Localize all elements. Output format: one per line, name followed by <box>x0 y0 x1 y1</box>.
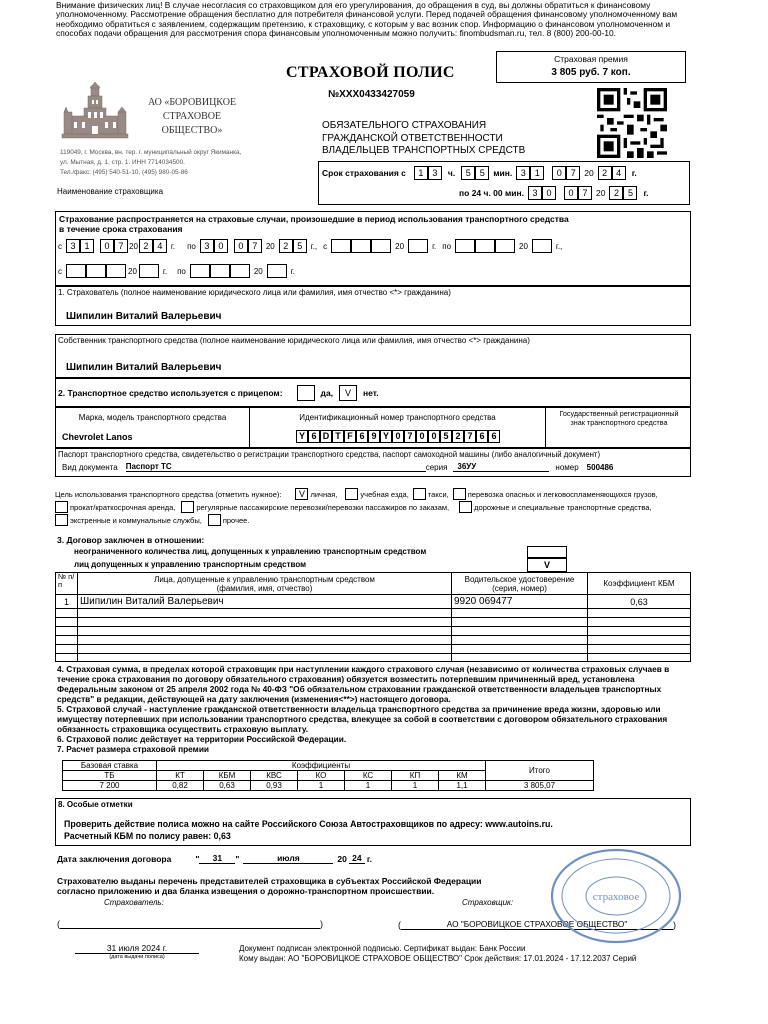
purpose-dangerous-checkbox[interactable] <box>453 488 466 500</box>
calc-h-kp: КП <box>392 771 439 781</box>
contract-date-label: Дата заключения договора <box>57 853 172 864</box>
vin-char-6: 6 <box>356 430 368 443</box>
vehicle-section <box>55 407 691 448</box>
calc-h-kbm: КБМ <box>204 771 251 781</box>
qr-code-icon <box>597 88 667 158</box>
term-d2-2: 0 <box>542 186 556 200</box>
term-mo2-1: 0 <box>564 186 578 200</box>
premium-box <box>496 51 686 83</box>
purpose-emergency-checkbox[interactable] <box>55 514 68 526</box>
term-m-1: 5 <box>461 166 475 180</box>
insurer-name-label: Наименование страховщика <box>57 187 164 196</box>
notes-label: 8. Особые отметки <box>58 800 133 809</box>
calc-total: 3 805,07 <box>486 781 594 791</box>
vin-char-2: 6 <box>308 430 320 443</box>
h-num: № п/п <box>56 573 78 595</box>
clause-5: 5. Страховой случай - наступление гражданской ответственности владельца транспортного средства за причинение вреда жизни, здоровью или имуществу потерпевших при использовании транспортного средства, влекущее за собой в соответствии с договором обязательного страхования обязанность страховщика осуществить страховую выплату. <box>57 704 668 734</box>
number-value: 500486 <box>586 462 614 472</box>
calc-base-label: Базовая ставка <box>63 761 157 771</box>
period-empty-2 <box>351 239 371 253</box>
term-y-2: 4 <box>612 166 626 180</box>
owner-label: Собственник транспортного средства (полное наименование юридического лица или фамилия, имя отчество <*> гражданина) <box>58 336 530 345</box>
period-text-1: Страхование распространяется на страховые случаи, произошедшие в период использования транспортного средства <box>59 214 569 224</box>
purpose-other: прочее. <box>222 515 250 525</box>
purpose-road: дорожные и специальные транспортные средства, <box>474 502 652 512</box>
holder-rp: ) <box>320 919 323 929</box>
purpose-rental-checkbox[interactable] <box>55 501 68 513</box>
premium-value: 3 805 руб. 7 коп. <box>551 67 631 78</box>
vin-char-8: Y <box>380 430 392 443</box>
contract-unlimited: неограниченного количества лиц, допущенных к управлению транспортным средством <box>74 547 427 556</box>
model-cell <box>56 408 250 447</box>
vin-char-11: 0 <box>416 430 428 443</box>
insurer-name <box>132 96 252 138</box>
period-empty-8 <box>532 239 552 253</box>
policy-title: СТРАХОВОЙ ПОЛИС <box>286 64 455 81</box>
issued-line-2: согласно приложению и два бланка извещения о дорожно-транспортном происшествии. <box>57 886 435 896</box>
insurer-logo-icon <box>60 82 130 144</box>
calc-v-ko: 1 <box>298 781 345 791</box>
driver-kbm: 0,63 <box>588 595 691 609</box>
policy-number: №XXX0433427059 <box>328 89 415 100</box>
vehicle-doc-section <box>55 448 691 477</box>
period-from-g: г. <box>170 241 176 251</box>
trailer-yes-box[interactable] <box>297 385 315 401</box>
calc-total-label: Итого <box>486 761 594 781</box>
purpose-label: Цель использования транспортного средства (отметить нужное): <box>55 489 282 499</box>
esign-info <box>239 944 636 964</box>
calc-h-km: КМ <box>439 771 486 781</box>
vin-char-17: 6 <box>488 430 500 443</box>
holder-signature-line <box>57 919 323 929</box>
calc-v-kt: 0,82 <box>157 781 204 791</box>
vin-char-3: D <box>320 430 332 443</box>
calc-v-kbm: 0,63 <box>204 781 251 791</box>
doc-type-value: Паспорт ТС <box>126 462 426 472</box>
period-g-6: г. <box>290 266 295 276</box>
contract-limited-box[interactable]: V <box>527 558 567 572</box>
term-to-label: по 24 ч. 00 мин. <box>459 188 524 198</box>
period-empty-16 <box>267 264 287 278</box>
insurer-stamp-icon <box>548 846 684 946</box>
date-q-2: " <box>235 853 240 864</box>
insurer-rp: ) <box>673 919 676 930</box>
period-y-6: 20 <box>253 266 263 276</box>
osago-line-2: ГРАЖДАНСКОЙ ОТВЕТСТВЕННОСТИ <box>322 132 503 144</box>
period-g-3: г. <box>432 241 437 251</box>
term-label: Срок страхования с <box>322 168 406 178</box>
policyholder-label: 1. Страхователь (полное наименование юридического лица или фамилия, имя отчество <*> гражданина) <box>58 288 451 297</box>
term-h-1: 1 <box>414 166 428 180</box>
insurer-address <box>60 148 280 177</box>
trailer-section <box>55 378 691 407</box>
contract-date <box>57 853 372 864</box>
date-q-1: " <box>195 853 200 864</box>
vin-cell <box>250 408 546 447</box>
period-empty-10 <box>86 264 106 278</box>
term-g-2: г. <box>643 188 649 198</box>
term-m-2: 5 <box>475 166 489 180</box>
purpose-personal-checkbox[interactable]: V <box>295 488 308 500</box>
owner-section <box>55 334 691 378</box>
vin-char-12: 0 <box>428 430 440 443</box>
contract-y-prefix: 20 <box>337 853 347 864</box>
issued-line-1: Страхователю выданы перечень представителей страховщика в субъектах Российской Федерации <box>57 876 482 886</box>
holder-sig-underline <box>60 919 320 929</box>
period-to-d-2: 0 <box>214 239 228 253</box>
purpose-regular-checkbox[interactable] <box>181 501 194 513</box>
calc-h-tb: ТБ <box>63 771 157 781</box>
policyholder-value: Шипилин Виталий Валерьевич <box>66 311 222 322</box>
h-name-1: Лица, допущенные к управлению транспортным средством <box>154 574 375 584</box>
calc-h-ko: КО <box>298 771 345 781</box>
purpose-training-checkbox[interactable] <box>345 488 358 500</box>
osago-line-1: ОБЯЗАТЕЛЬНОГО СТРАХОВАНИЯ <box>322 120 487 131</box>
driver-license: 9920 069477 <box>452 595 588 609</box>
purpose-emergency: экстренные и коммунальные службы, <box>70 515 202 525</box>
term-mo2-2: 7 <box>578 186 592 200</box>
table-row <box>56 618 691 627</box>
trailer-no-box[interactable]: V <box>339 385 357 401</box>
number-label: номер <box>555 462 579 472</box>
term-d-2: 1 <box>530 166 544 180</box>
premium-label: Страховая премия <box>554 54 628 64</box>
clause-6: 6. Страховой полис действует на территории Российской Федерации. <box>57 734 347 744</box>
contract-unlimited-box[interactable] <box>527 546 567 558</box>
period-empty-15 <box>230 264 250 278</box>
policyholder-section <box>55 286 691 326</box>
term-y2-prefix: 20 <box>596 188 606 198</box>
purpose-dangerous: перевозка опасных и легковоспламеняющихся грузов, <box>467 489 658 499</box>
term-box <box>318 161 690 205</box>
term-h-2: 3 <box>428 166 442 180</box>
period-empty-7 <box>495 239 515 253</box>
vin-char-10: 7 <box>404 430 416 443</box>
h-lic-2: (серия, номер) <box>492 583 547 593</box>
contract-day: 31 <box>199 853 235 864</box>
svg-text:страховое: страховое <box>592 891 640 903</box>
calc-v-kp: 1 <box>392 781 439 791</box>
plate-label-2: знак транспортного средства <box>570 417 668 427</box>
driver-num: 1 <box>56 595 78 609</box>
term-d2-1: 3 <box>528 186 542 200</box>
period-from-m-2: 7 <box>114 239 128 253</box>
period-empty-13 <box>190 264 210 278</box>
period-section <box>55 211 691 286</box>
purpose-rental: прокат/краткосрочная аренда, <box>70 502 176 512</box>
insurer-lp: ( <box>398 919 401 930</box>
clauses <box>57 664 695 754</box>
period-s-3: с <box>58 266 62 276</box>
calc-h-ks: КС <box>345 771 392 781</box>
vin-char-5: F <box>344 430 356 443</box>
issued-text <box>57 876 482 896</box>
trailer-yes-label: да, <box>320 387 334 398</box>
vin-char-7: 9 <box>368 430 380 443</box>
issue-date-value: 31 июля 2024 г. <box>75 943 199 954</box>
notes-line-2: Расчетный КБМ по полису равен: 0,63 <box>64 831 231 841</box>
purpose-taxi-checkbox[interactable] <box>413 488 426 500</box>
period-po-3: по <box>177 266 186 276</box>
premium-calc-table <box>62 760 594 791</box>
period-empty-9 <box>66 264 86 278</box>
driver-name: Шипилин Виталий Валерьевич <box>78 595 452 609</box>
contract-label: 3. Договор заключен в отношении: <box>57 535 205 545</box>
period-empty-5 <box>455 239 475 253</box>
period-to-y-2: 5 <box>293 239 307 253</box>
period-y-3: 20 <box>395 241 405 251</box>
addr-line-2: ул. Мытная, д. 1, стр. 1. ИНН 7714034500. <box>60 158 185 166</box>
drivers-table <box>55 572 691 662</box>
period-to-y-prefix: 20 <box>265 241 275 251</box>
term-g: г. <box>631 168 637 178</box>
period-text-2: в течение срока страхования <box>59 224 183 234</box>
notes-section <box>55 798 691 846</box>
calc-v-tb: 7 200 <box>63 781 157 791</box>
period-from-y-prefix: 20 <box>129 241 138 251</box>
period-to-m-1: 0 <box>234 239 248 253</box>
vin-label: Идентификационный номер транспортного средства <box>299 413 496 422</box>
holder-lp: ( <box>57 919 60 929</box>
holder-label: Страхователь: <box>104 898 164 907</box>
osago-heading <box>322 120 525 158</box>
doc-type-label: Вид документа <box>62 462 118 472</box>
addr-line-1: 119049, г. Москва, вн. тер. г. муниципальный округ Якиманка, <box>60 149 242 156</box>
term-y-1: 2 <box>598 166 612 180</box>
period-to-m-2: 7 <box>248 239 262 253</box>
calc-v-kvs: 0,93 <box>251 781 298 791</box>
period-from-d-2: 1 <box>80 239 94 253</box>
insurer-label: Страховщик: <box>462 898 514 907</box>
trailer-label: 2. Транспортное средство используется с прицепом: <box>58 387 283 398</box>
term-mo-1: 0 <box>552 166 566 180</box>
series-label: серия <box>425 462 448 472</box>
h-lic-1: Водительское удостоверение <box>464 574 575 584</box>
esign-line-1: Документ подписан электронной подписью. Сертификат выдан: Банк России <box>239 944 526 953</box>
term-m-label: мин. <box>493 168 513 178</box>
term-y-prefix: 20 <box>584 168 594 178</box>
vin-char-13: 5 <box>440 430 452 443</box>
period-empty-4 <box>408 239 428 253</box>
period-empty-12 <box>139 264 159 278</box>
table-row <box>56 645 691 654</box>
vin-char-1: Y <box>296 430 308 443</box>
period-from-d-1: 3 <box>66 239 80 253</box>
period-from-m-1: 0 <box>100 239 114 253</box>
table-row <box>56 609 691 618</box>
issue-date <box>75 943 199 960</box>
series-value: 36УУ <box>453 462 549 472</box>
term-mo-2: 7 <box>566 166 580 180</box>
osago-line-3: ВЛАДЕЛЬЦЕВ ТРАНСПОРТНЫХ СРЕДСТВ <box>322 145 526 156</box>
period-s-1: с <box>58 241 62 251</box>
h-name <box>78 573 452 595</box>
period-empty-14 <box>210 264 230 278</box>
period-y-5: 20 <box>128 266 137 276</box>
clause-7: 7. Расчет размера страховой премии <box>57 744 210 754</box>
period-to-y-1: 2 <box>279 239 293 253</box>
period-from-y-2: 4 <box>153 239 167 253</box>
model-label: Марка, модель транспортного средства <box>78 413 227 422</box>
period-y-4: 20 <box>519 241 528 251</box>
term-d-1: 3 <box>516 166 530 180</box>
period-empty-3 <box>371 239 391 253</box>
calc-h-kt: КТ <box>157 771 204 781</box>
vin-char-16: 6 <box>476 430 488 443</box>
vin-boxes <box>296 430 500 443</box>
vin-char-15: 7 <box>464 430 476 443</box>
h-license <box>452 573 588 595</box>
term-y2-2: 5 <box>623 186 637 200</box>
contract-g: г. <box>366 853 372 864</box>
period-g-4: г., <box>555 241 563 251</box>
vehicle-doc-label: Паспорт транспортного средства, свидетельство о регистрации транспортного средства, паспорт самоходной машины (либо аналогичный документ) <box>58 450 601 459</box>
purpose-road-checkbox[interactable] <box>459 501 472 513</box>
period-po-1: по <box>187 241 196 251</box>
contract-year: 24 <box>349 853 365 864</box>
model-value: Chevrolet Lanos <box>62 432 133 442</box>
vin-char-14: 2 <box>452 430 464 443</box>
owner-value: Шипилин Виталий Валерьевич <box>66 362 222 373</box>
period-to-d-1: 3 <box>200 239 214 253</box>
table-row <box>56 595 691 609</box>
trailer-no-label: нет. <box>363 387 379 398</box>
calc-v-km: 1,1 <box>439 781 486 791</box>
term-h-label: ч. <box>447 168 456 178</box>
period-po-2: по <box>442 241 452 251</box>
h-name-2: (фамилия, имя, отчество) <box>216 583 313 593</box>
clause-4: 4. Страховая сумма, в пределах которой страховщик при наступлении каждого страхового случая (независимо от количества страховых случаев в течение срока страхования по договору обязательного страхования) обязуется возместить потерпевшим причиненный вред, установлена Федеральным законом от 25 апреля 2002 года № 40-ФЗ "Об обязательном страховании гражданской ответственности владельцев транспортных средств" в редакции, действующей на дату заключения (изменения<**>) настоящего договора. <box>57 664 670 704</box>
period-text <box>59 214 569 234</box>
calc-h-kvs: КВС <box>251 771 298 781</box>
period-empty-6 <box>475 239 495 253</box>
table-row <box>56 654 691 662</box>
period-empty-1 <box>331 239 351 253</box>
purpose-regular: регулярные пассажирские перевозки/перевозки пассажиров по заказам, <box>196 502 450 512</box>
plate-label-1: Государственный регистрационный <box>559 409 679 418</box>
period-from-y-1: 2 <box>139 239 153 253</box>
contract-limited: лиц допущенных к управлению транспортным средством <box>74 560 307 569</box>
table-row <box>56 636 691 645</box>
purpose-other-checkbox[interactable] <box>208 514 221 526</box>
purpose-personal: личная, <box>310 489 338 499</box>
contract-month: июля <box>243 853 333 864</box>
purpose-section <box>55 488 695 526</box>
calc-coef-label: Коэффициенты <box>157 761 486 771</box>
period-g-5: г. <box>162 266 168 276</box>
esign-line-2: Кому выдан: АО "БОРОВИЦКОЕ СТРАХОВОЕ ОБЩЕСТВО" Срок действия: 17.01.2024 - 17.12.2037 Серий <box>239 954 637 963</box>
insurer-name-line-1: АО «БОРОВИЦКОЕ <box>147 97 237 108</box>
term-y2-1: 2 <box>609 186 623 200</box>
calc-v-ks: 1 <box>345 781 392 791</box>
plate-cell <box>546 408 692 427</box>
insurer-name-line-2: СТРАХОВОЕ ОБЩЕСТВО» <box>161 111 223 136</box>
notes-line-1: Проверить действие полиса можно на сайте Российского Союза Автостраховщиков по адресу: www.autoins.ru. <box>64 819 553 829</box>
issue-date-label: (дата выдачи полиса) <box>109 954 165 960</box>
purpose-training: учебная езда, <box>360 489 409 499</box>
vin-char-4: T <box>332 430 344 443</box>
table-row <box>56 627 691 636</box>
period-to-g: г., <box>310 241 318 251</box>
period-empty-11 <box>106 264 126 278</box>
purpose-taxi: такси, <box>427 489 449 499</box>
ombudsman-notice: Внимание физических лиц! В случае несогласия со страховщиком для его урегулирования, до обращения в суд, вы должны обратиться к финансовому уполномоченному. Рассмотрение обращения бесплатно для потребителя финансовой услуги. Перед подачей обращения финансовому уполномоченному вам необходимо обратиться с заявлением, содержащим претензию, к страховщику, с которым у вас возник спор. Информацию о финансовом уполномоченном и способах подачи обращения для рассмотрения спора финансовым уполномоченным можно получить: finombudsman.ru, тел. 8 (800) 200-00-10. <box>56 0 678 39</box>
addr-line-3: Тел./факс: (495) 540-51-10, (495) 980-05-86 <box>60 168 188 176</box>
insurer-sig: АО "БОРОВИЦКОЕ СТРАХОВОЕ ОБЩЕСТВО" <box>401 919 673 930</box>
period-s-2: с <box>323 241 328 251</box>
h-kbm: Коэффициент КБМ <box>588 573 691 595</box>
vin-char-9: 0 <box>392 430 404 443</box>
